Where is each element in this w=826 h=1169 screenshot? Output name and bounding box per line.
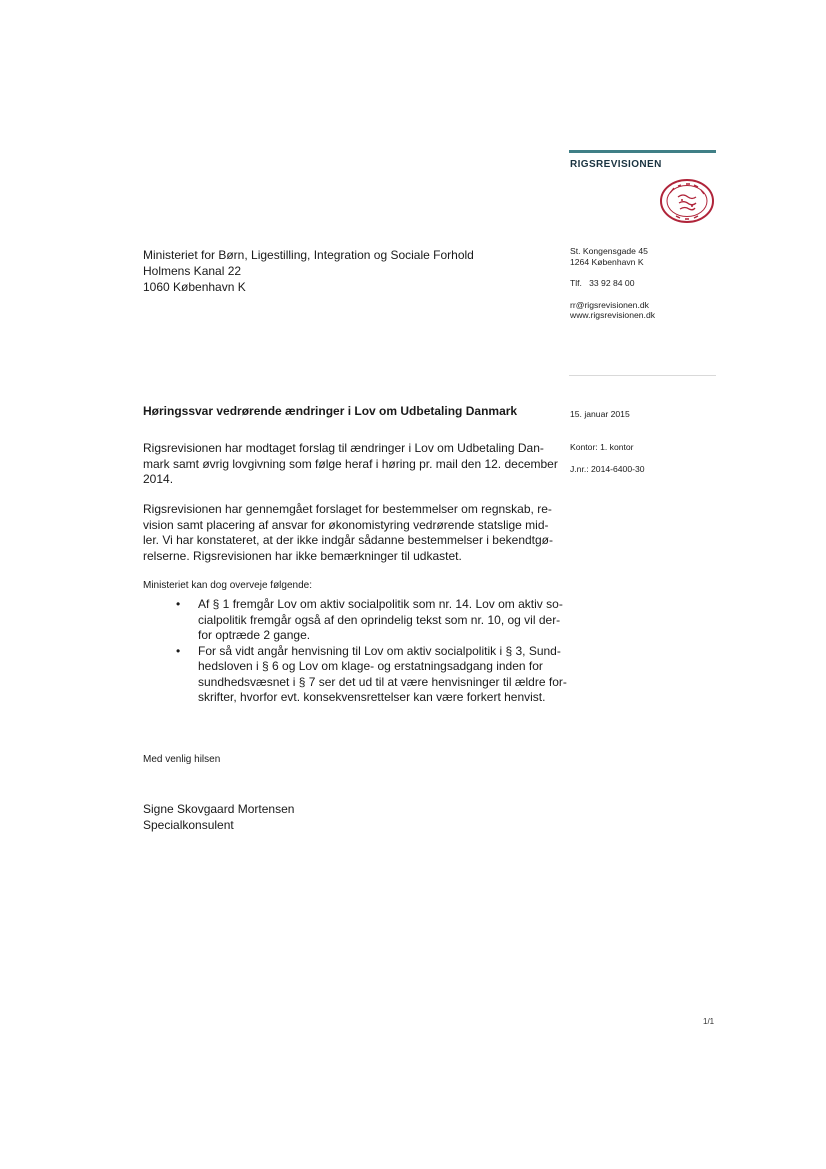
sender-phone: Tlf. 33 92 84 00 [570, 278, 635, 288]
list-item-line: skrifter, hvorfor evt. konsekvensrettelser kan være forkert henvist. [198, 690, 546, 704]
paragraph-line: relserne. Rigsrevisionen har ikke bemærkninger til udkastet. [143, 548, 462, 563]
sender-email: rr@rigsrevisionen.dk [570, 299, 649, 310]
brand-name: RIGSREVISIONEN [570, 159, 662, 170]
list-item-line: hedsloven i § 6 og Lov om klage- og erstatningsadgang inden for [198, 659, 543, 673]
paragraph-1 [143, 441, 558, 488]
sender-block [570, 246, 655, 321]
paragraph-2 [143, 502, 553, 564]
sender-address-street: St. Kongensgade 45 [570, 246, 648, 256]
list-item-line: sundhedsvæsnet i § 7 ser det ud til at være henvisninger til ældre for- [198, 674, 567, 689]
bullet-list [160, 597, 567, 706]
list-item-line: cialpolitik fremgår også af den oprindelig tekst som nr. 10, og vil der- [198, 612, 561, 627]
bullet-icon: • [176, 643, 181, 658]
consideration-intro: Ministeriet kan dog overveje følgende: [143, 580, 312, 591]
paragraph-line: Rigsrevisionen har modtaget forslag til ændringer i Lov om Udbetaling Dan- [143, 441, 544, 455]
list-item [160, 643, 567, 706]
list-item-line: Af § 1 fremgår Lov om aktiv socialpolitik som nr. 14. Lov om aktiv so- [198, 597, 563, 611]
letter-subject: Høringssvar vedrørende ændringer i Lov om Udbetaling Danmark [143, 404, 518, 418]
bullet-icon: • [176, 597, 181, 611]
seal-logo-icon [658, 178, 716, 224]
recipient-address [143, 247, 474, 295]
paragraph-line: vision samt placering af ansvar for økonomistyring vedrørende statslige mid- [143, 517, 549, 532]
letter-date: 15. januar 2015 [570, 409, 630, 419]
signer-title: Specialkonsulent [143, 818, 234, 832]
list-item [160, 597, 563, 644]
signature-block [143, 801, 294, 833]
sidebar-divider [569, 375, 716, 376]
signer-name: Signe Skovgaard Mortensen [143, 802, 295, 816]
sender-website: www.rigsrevisionen.dk [570, 310, 656, 320]
sender-address-city: 1264 København K [570, 256, 644, 267]
paragraph-line: mark samt øvrig lovgivning som følge heraf i høring pr. mail den 12. december [143, 456, 558, 471]
office-reference: Kontor: 1. kontor [570, 442, 634, 452]
page-number: 1/1 [703, 1017, 715, 1026]
list-item-line: for optræde 2 gange. [198, 628, 311, 642]
recipient-line: Ministeriet for Børn, Ligestilling, Integration og Sociale Forhold [143, 248, 474, 262]
paragraph-line: ler. Vi har konstateret, at der ikke indgår sådanne bestemmelser i bekendtgø- [143, 533, 553, 547]
paragraph-line: 2014. [143, 472, 174, 486]
journal-number: J.nr.: 2014-6400-30 [570, 463, 645, 474]
closing-greeting: Med venlig hilsen [143, 754, 221, 765]
letterhead-rule [569, 150, 716, 153]
recipient-line: 1060 København K [143, 280, 246, 294]
paragraph-line: Rigsrevisionen har gennemgået forslaget for bestemmelser om regnskab, re- [143, 502, 552, 516]
recipient-line: Holmens Kanal 22 [143, 264, 242, 278]
list-item-line: For så vidt angår henvisning til Lov om aktiv socialpolitik i § 3, Sund- [198, 643, 561, 658]
reference-block [570, 442, 645, 474]
